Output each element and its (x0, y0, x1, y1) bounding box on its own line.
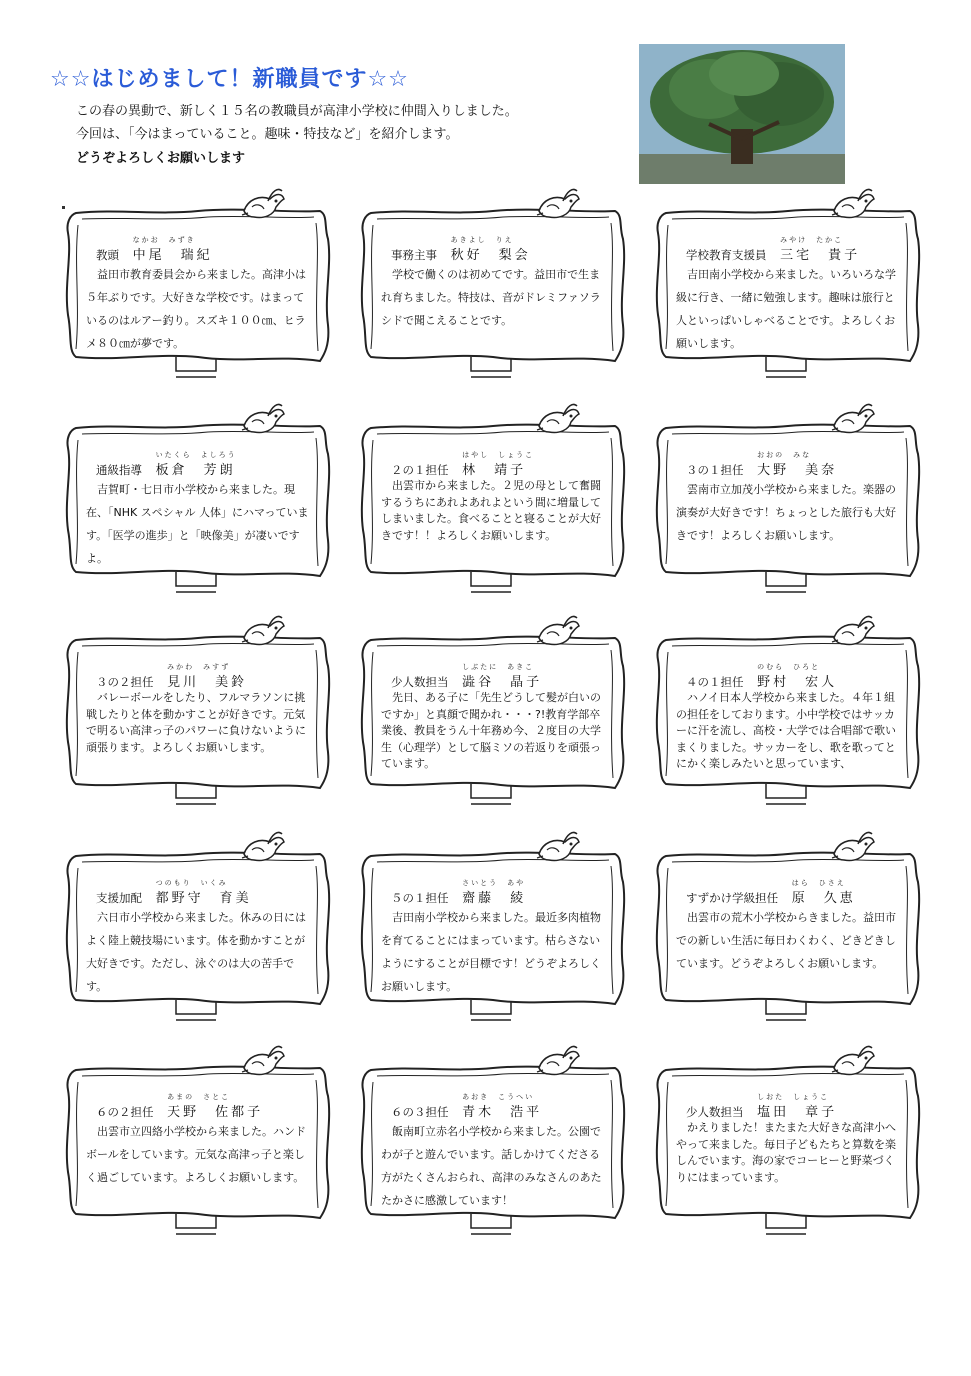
role-line (381, 1092, 606, 1120)
staff-card-13 (58, 1062, 333, 1240)
staff-card-1 (58, 205, 333, 383)
staff-role: 教頭 (96, 248, 119, 262)
staff-name: あまの さとこ 天野 佐都子 (167, 1093, 264, 1120)
card-content (676, 878, 901, 975)
staff-role: ２の１担任 (391, 463, 449, 477)
staff-role: 学校教育支援員 (686, 248, 767, 262)
role-line (86, 662, 311, 690)
staff-name-ruby: あおき こうへい (462, 1093, 535, 1101)
bird-icon (238, 1042, 288, 1082)
staff-text: かえりました！またまた大好きな高津小へやって来ました。毎日子どもたちと算数を楽しんでいます。海の家でコーヒーと野菜づくりにはまっています。 (676, 1121, 896, 1184)
staff-name-ruby: しぶたに あきこ (462, 663, 535, 671)
staff-name: みかわ みすず 見川 美鈴 (167, 663, 248, 690)
bird-icon (533, 400, 583, 440)
staff-role: ６の２担任 (96, 1105, 154, 1119)
bird-icon (533, 1042, 583, 1082)
staff-card-8 (353, 632, 628, 810)
staff-name: しぶたに あきこ 澁谷 晶子 (462, 663, 543, 690)
bird-icon (828, 400, 878, 440)
role-line (381, 235, 606, 263)
staff-role: 少人数担当 (686, 1105, 744, 1119)
role-line (381, 662, 606, 690)
staff-role: ３の１担任 (686, 463, 744, 477)
bird-icon (533, 185, 583, 225)
role-line (86, 1092, 311, 1120)
staff-role: ５の１担任 (391, 891, 449, 905)
bird-icon (533, 612, 583, 652)
card-content (86, 878, 311, 998)
staff-name-ruby: みやけ たかこ (780, 236, 844, 244)
staff-name: さいとう あや 齋藤 綾 (462, 879, 527, 906)
staff-name: しおた しょうこ 塩田 章子 (757, 1093, 838, 1120)
staff-role: 通級指導 (96, 463, 142, 477)
staff-card-6 (648, 420, 923, 598)
staff-card-15 (648, 1062, 923, 1240)
staff-card-2 (353, 205, 628, 383)
card-content (676, 235, 901, 355)
card-content (381, 878, 606, 998)
page-title: ☆☆はじめまして！新職員です☆☆ (50, 67, 409, 92)
bird-icon (828, 185, 878, 225)
staff-text: 飯南町立赤名小学校から来ました。公園でわが子と遊んでいます。話しかけてくださる方がたくさんおられ、高津のみなさんのあたたかさに感激しています！ (381, 1125, 602, 1207)
role-line (676, 235, 901, 263)
role-line (676, 450, 901, 478)
bird-icon (238, 612, 288, 652)
role-line (86, 450, 311, 478)
staff-role: 事務主事 (391, 248, 437, 262)
staff-text: 先日、ある子に「先生どうして髪が白いのですか」と真顔で聞かれ・・・?!教育学部卒業後、教員をうん十年務め今、２度目の大学生（心理学）として脳ミソの若返りを頑張っています。 (381, 691, 601, 770)
role-line (86, 235, 311, 263)
intro-line-3: どうぞよろしくお願いします (76, 151, 246, 166)
staff-text: 出雲市から来ました。２児の母として奮闘するうちにあれよあれよという間に増量してしまいました。食べることと寝ることが大好きです！！よろしくお願いします。 (381, 479, 601, 542)
bird-icon (828, 612, 878, 652)
staff-name: はら ひさえ 原 久恵 (791, 879, 856, 906)
staff-name: はやし しょうこ 林 靖子 (462, 451, 535, 478)
staff-text: 六日市小学校から来ました。休みの日にはよく陸上競技場にいます。体を動かすことが大好きです。ただし、泳ぐのは大の苦手です。 (86, 911, 306, 993)
card-content (86, 1092, 311, 1189)
staff-name-ruby: はやし しょうこ (462, 451, 535, 459)
staff-role: ３の２担任 (96, 675, 154, 689)
staff-text: バレーボールをしたり、フルマラソンに挑戦したりと体を動かすことが好きです。元気で明るい高津っ子のパワーに負けないように頑張ります。よろしくお願いします。 (86, 691, 306, 754)
staff-text: 出雲市の荒木小学校からきました。益田市での新しい生活に毎日わくわく、どきどきしています。どうぞよろしくお願いします。 (676, 911, 896, 970)
staff-role: ６の３担任 (391, 1105, 449, 1119)
staff-name-ruby: いたくら よしろう (155, 451, 237, 459)
card-content (676, 662, 901, 773)
staff-text: 吉賀町・七日市小学校から来ました。現在、「NHK スペシャル 人体」にハマっています。「医学の進歩」と「映像美」が凄いですよ。 (86, 483, 309, 565)
staff-text: 吉田南小学校から来ました。いろいろな学級に行き、一緒に勉強します。趣味は旅行と人といっぱいしゃべることです。よろしくお願いします。 (676, 268, 896, 350)
intro-line-2: 今回は、「今はまっていること。趣味・特技など」を紹介します。 (76, 127, 459, 142)
staff-text: 出雲市立四絡小学校から来ました。ハンドボールをしています。元気な高津っ子と楽しく過ごしています。よろしくお願いします。 (86, 1125, 306, 1184)
staff-card-3 (648, 205, 923, 383)
card-content (381, 450, 606, 544)
card-content (676, 450, 901, 547)
staff-name-ruby: なかお みずき (132, 236, 196, 244)
staff-text: 益田市教育委員会から来ました。高津小は５年ぶりです。大好きな学校です。はまっているのはルアー釣り。スズキ１００㎝、ヒラメ８０㎝が夢です。 (86, 268, 306, 350)
staff-card-10 (58, 848, 333, 1026)
card-content (381, 235, 606, 332)
card-content (86, 450, 311, 570)
staff-name: みやけ たかこ 三宅 貴子 (780, 236, 861, 263)
role-line (86, 878, 311, 906)
staff-card-4 (58, 420, 333, 598)
bird-icon (238, 400, 288, 440)
staff-card-5 (353, 420, 628, 598)
staff-role: ４の１担任 (686, 675, 744, 689)
role-line (676, 878, 901, 906)
card-content (86, 235, 311, 355)
staff-name: あきよし りえ 秋好 梨会 (450, 236, 531, 263)
staff-name: あおき こうへい 青木 浩平 (462, 1093, 543, 1120)
staff-name-ruby: つのもり いくみ (155, 879, 228, 887)
staff-card-7 (58, 632, 333, 810)
staff-name-ruby: さいとう あや (462, 879, 526, 887)
staff-text: ハノイ日本人学校から来ました。４年１組の担任をしております。小中学校ではサッカーに汗を流し、高校・大学では合唱部で歌いまくりました。サッカーをし、歌を歌ってとにかく楽しみたいと思っています、 (676, 691, 896, 770)
staff-role: すずかけ学級担任 (686, 891, 779, 905)
staff-name-ruby: みかわ みすず (167, 663, 231, 671)
role-line (676, 662, 901, 690)
staff-name-ruby: のむら ひろと (757, 663, 821, 671)
staff-name-ruby: しおた しょうこ (757, 1093, 830, 1101)
card-content (381, 1092, 606, 1212)
staff-name-ruby: あまの さとこ (167, 1093, 231, 1101)
staff-name: なかお みずき 中尾 瑞紀 (132, 236, 213, 263)
staff-text: 吉田南小学校から来ました。最近多肉植物を育てることにはまっています。枯らさないようにすることが目標です！どうぞよろしくお願いします。 (381, 911, 601, 993)
tree-photo (639, 44, 845, 184)
staff-name-ruby: おおの みな (757, 451, 812, 459)
staff-role: 少人数担当 (391, 675, 449, 689)
role-line (676, 1092, 901, 1120)
card-content (86, 662, 311, 756)
staff-text: 学校で働くのは初めてです。益田市で生まれ育ちました。特技は、音がドレミファソラシドで聞こえることです。 (381, 268, 601, 327)
staff-text: 雲南市立加茂小学校から来ました。楽器の演奏が大好きです！ちょっとした旅行も大好きです！よろしくお願いします。 (676, 483, 896, 542)
staff-name-ruby: あきよし りえ (450, 236, 514, 244)
bird-icon (828, 1042, 878, 1082)
role-line (381, 878, 606, 906)
card-content (676, 1092, 901, 1186)
bird-icon (238, 185, 288, 225)
intro-line-1: この春の異動で、新しく１５名の教職員が高津小学校に仲間入りしました。 (76, 104, 518, 119)
bird-icon (238, 828, 288, 868)
bird-icon (828, 828, 878, 868)
staff-name: いたくら よしろう 板倉 芳朗 (155, 451, 237, 478)
staff-card-14 (353, 1062, 628, 1240)
staff-card-12 (648, 848, 923, 1026)
staff-name: のむら ひろと 野村 宏人 (757, 663, 838, 690)
staff-name: おおの みな 大野 美奈 (757, 451, 838, 478)
staff-role: 支援加配 (96, 891, 142, 905)
staff-name-ruby: はら ひさえ (791, 879, 846, 887)
card-content (381, 662, 606, 773)
bird-icon (533, 828, 583, 868)
staff-card-11 (353, 848, 628, 1026)
role-line (381, 450, 606, 478)
staff-card-9 (648, 632, 923, 810)
staff-name: つのもり いくみ 都野守 育美 (155, 879, 252, 906)
